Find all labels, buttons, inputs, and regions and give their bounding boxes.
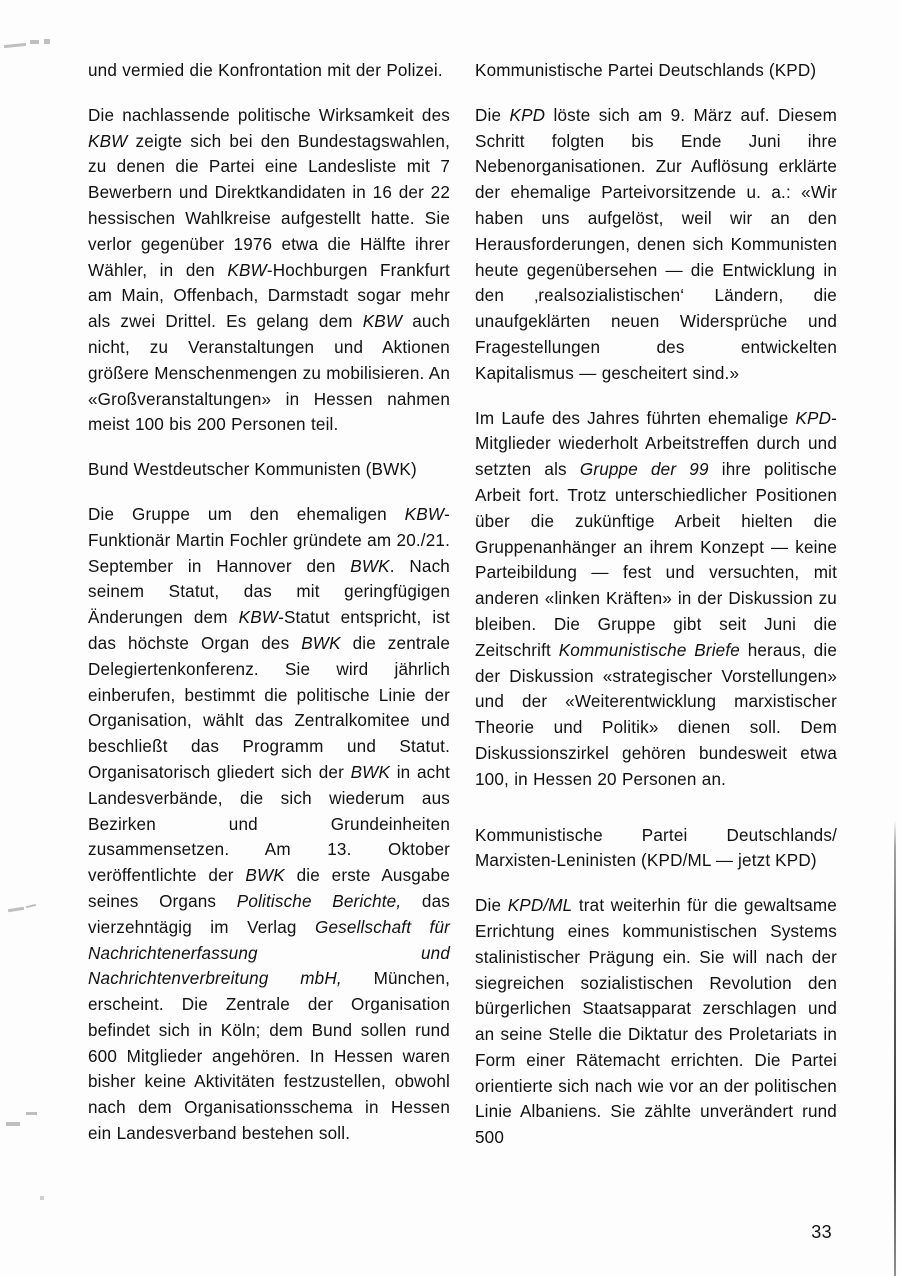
- scan-speck-artifact: [40, 1196, 44, 1200]
- heading-kpd: [475, 58, 837, 84]
- left-column: [88, 58, 450, 1151]
- paragraph-kpd-aufloesung: [475, 103, 837, 387]
- scan-speck-artifact: [6, 1122, 20, 1126]
- scan-speck-artifact: [4, 43, 26, 48]
- text-run: die zentrale Delegiertenkonferenz. Sie wird jährlich einberufen, bestimmt die politische Linie der Organisation, wählt das Zentralkomitee und beschließt das Programm und Statut. Organisatorisch gliedert sich der: [88, 633, 450, 782]
- text-run: -Mitglieder wiederholt Arbeitstreffen durch und setzten als: [475, 408, 837, 480]
- text-run: Die: [475, 896, 508, 916]
- text-run: München, erscheint. Die Zentrale der Organisation befindet sich in Köln; dem Bund sollen rund 600 Mitglieder angehören. In Hessen waren bisher keine Aktivitäten festzustellen, obwohl nach dem Organisationsschema in Hessen ein Landesverband bestehen soll.: [88, 969, 451, 1144]
- emphasis-run: KPD: [795, 408, 832, 428]
- paragraph-polizei: [88, 58, 450, 84]
- text-run: Die nachlassende politische Wirksamkeit des: [88, 105, 450, 125]
- text-run: Bund Westdeutscher Kommunisten (BWK): [88, 460, 417, 480]
- text-run: ihre politische Arbeit fort. Trotz unterschiedlicher Positionen über die zukünftige Arbeit hielten die Gruppenanhänger an ihrem Konzept — keine Parteibildung — fest und versuchten, mit anderen «linken Kräften» in der Diskussion zu bleiben. Die Gruppe gibt seit Juni die Zeitschrift: [475, 460, 837, 660]
- heading-bwk: [88, 457, 450, 483]
- text-run: -Statut entspricht, ist das höchste Organ des: [88, 608, 450, 653]
- page-number: 33: [811, 1222, 832, 1242]
- emphasis-run: BWK: [350, 762, 391, 782]
- emphasis-run: BWK: [301, 633, 341, 653]
- scan-speck-artifact: [30, 40, 39, 44]
- text-run: auch nicht, zu Veranstaltungen und Aktionen größere Menschenmengen zu mobilisieren. An «Großveranstaltungen» in Hessen nahmen meist 100 bis 200 Personen teil.: [88, 312, 451, 435]
- text-run: löste sich am 9. März auf. Diesem Schritt folgten bis Ende Juni ihre Nebenorganisationen. Zur Auflösung erklärte der ehemalige Parteivorsitzende u. a.: «Wir haben uns aufgelöst, weil wir an den Herausforderungen, denen sich Kommunisten heute gegenübersehen — die Entwicklung in den ‚realsozialistischen‘ Ländern, die unaufgeklärten neuen Widersprüche und Fragestellungen des entwickelten Kapitalismus — gescheitert sind.»: [475, 105, 837, 383]
- text-run: -Funktionär Martin Fochler gründete am 20./21. September in Hannover den: [88, 504, 450, 576]
- text-run: das vierzehntägig im Verlag: [88, 891, 450, 937]
- emphasis-run: Gruppe der 99: [579, 460, 709, 480]
- emphasis-run: Gesellschaft für Nachrichtenerfassung und Nachrichtenverbreitung mbH,: [88, 917, 450, 989]
- emphasis-run: BWK: [350, 556, 390, 576]
- text-run: heraus, die der Diskussion «strategischer Vorstellungen» und der «Weiterentwicklung marxistischer Theorie und Politik» dienen soll. Dem Diskussionszirkel gehören bundesweit etwa 100, in Hessen 20 Personen an.: [475, 640, 837, 789]
- emphasis-run: KBW: [88, 131, 128, 151]
- text-run: Kommunistische Partei Deutschlands/ Marxisten-Leninisten (KPD/ML — jetzt KPD): [475, 825, 837, 871]
- scan-edge-line-artifact: [894, 820, 896, 1276]
- text-run: Im Laufe des Jahres führten ehemalige: [475, 408, 796, 428]
- emphasis-run: KBW: [404, 504, 445, 524]
- emphasis-run: KPD: [509, 105, 546, 125]
- right-column: [475, 58, 837, 1151]
- paragraph-kpd-ml-programm: [475, 893, 837, 1151]
- text-run: Kommunistische Partei Deutschlands (KPD): [475, 61, 817, 80]
- two-column-body: [0, 58, 900, 1151]
- text-run: und vermied die Konfrontation mit der Polizei.: [88, 61, 443, 80]
- text-run: zeigte sich bei den Bundestagswahlen, zu denen die Partei eine Landesliste mit 7 Bewerbern und Direktkandidaten in 16 der 22 hessischen Wahlkreise aufgestellt hatte. Sie verlor gegenüber 1976 etwa die Hälfte ihrer Wähler, in den: [88, 131, 450, 280]
- paragraph-kbw-wirksamkeit: [88, 103, 450, 438]
- text-run: die erste Ausgabe seines Organs: [88, 866, 450, 911]
- text-run: -Hochburgen Frankfurt am Main, Offenbach, Darmstadt sogar mehr als zwei Drittel. Es gelang dem: [88, 260, 450, 332]
- text-run: Die Gruppe um den ehemaligen: [88, 504, 405, 524]
- emphasis-run: BWK: [245, 866, 285, 886]
- emphasis-run: Kommunistische Briefe: [558, 640, 740, 660]
- emphasis-run: KBW: [362, 312, 403, 332]
- text-run: Die: [475, 105, 510, 125]
- text-run: trat weiterhin für die gewaltsame Errichtung eines kommunistischen Systems stalinistischer Prägung ein. Sie will nach der siegreichen sozialistischen Revolution den bürgerlichen Staatsapparat zerschlagen und an seine Stelle die Diktatur des Proletariats in Form einer Rätemacht errichten. Die Partei orientierte sich nach wie vor an der politischen Linie Albaniens. Sie zählte unverändert rund 500: [475, 896, 837, 1148]
- emphasis-run: KBW: [227, 260, 267, 280]
- text-run: . Nach seinem Statut, das mit geringfügigen Änderungen dem: [88, 556, 450, 628]
- emphasis-run: KPD/ML: [507, 896, 573, 916]
- text-run: in acht Landesverbände, die sich wiederum aus Bezirken und Grundeinheiten zusammensetzen. Am 13. Oktober veröffentlichte der: [88, 762, 450, 886]
- heading-kpd-ml: [475, 823, 837, 875]
- paragraph-bwk-gruendung: [88, 502, 450, 1147]
- emphasis-run: Politische Berichte,: [236, 891, 402, 911]
- scan-speck-artifact: [26, 1112, 37, 1115]
- paragraph-gruppe-der-99: [475, 406, 837, 793]
- scan-speck-artifact: [44, 39, 50, 44]
- emphasis-run: KBW: [238, 608, 279, 628]
